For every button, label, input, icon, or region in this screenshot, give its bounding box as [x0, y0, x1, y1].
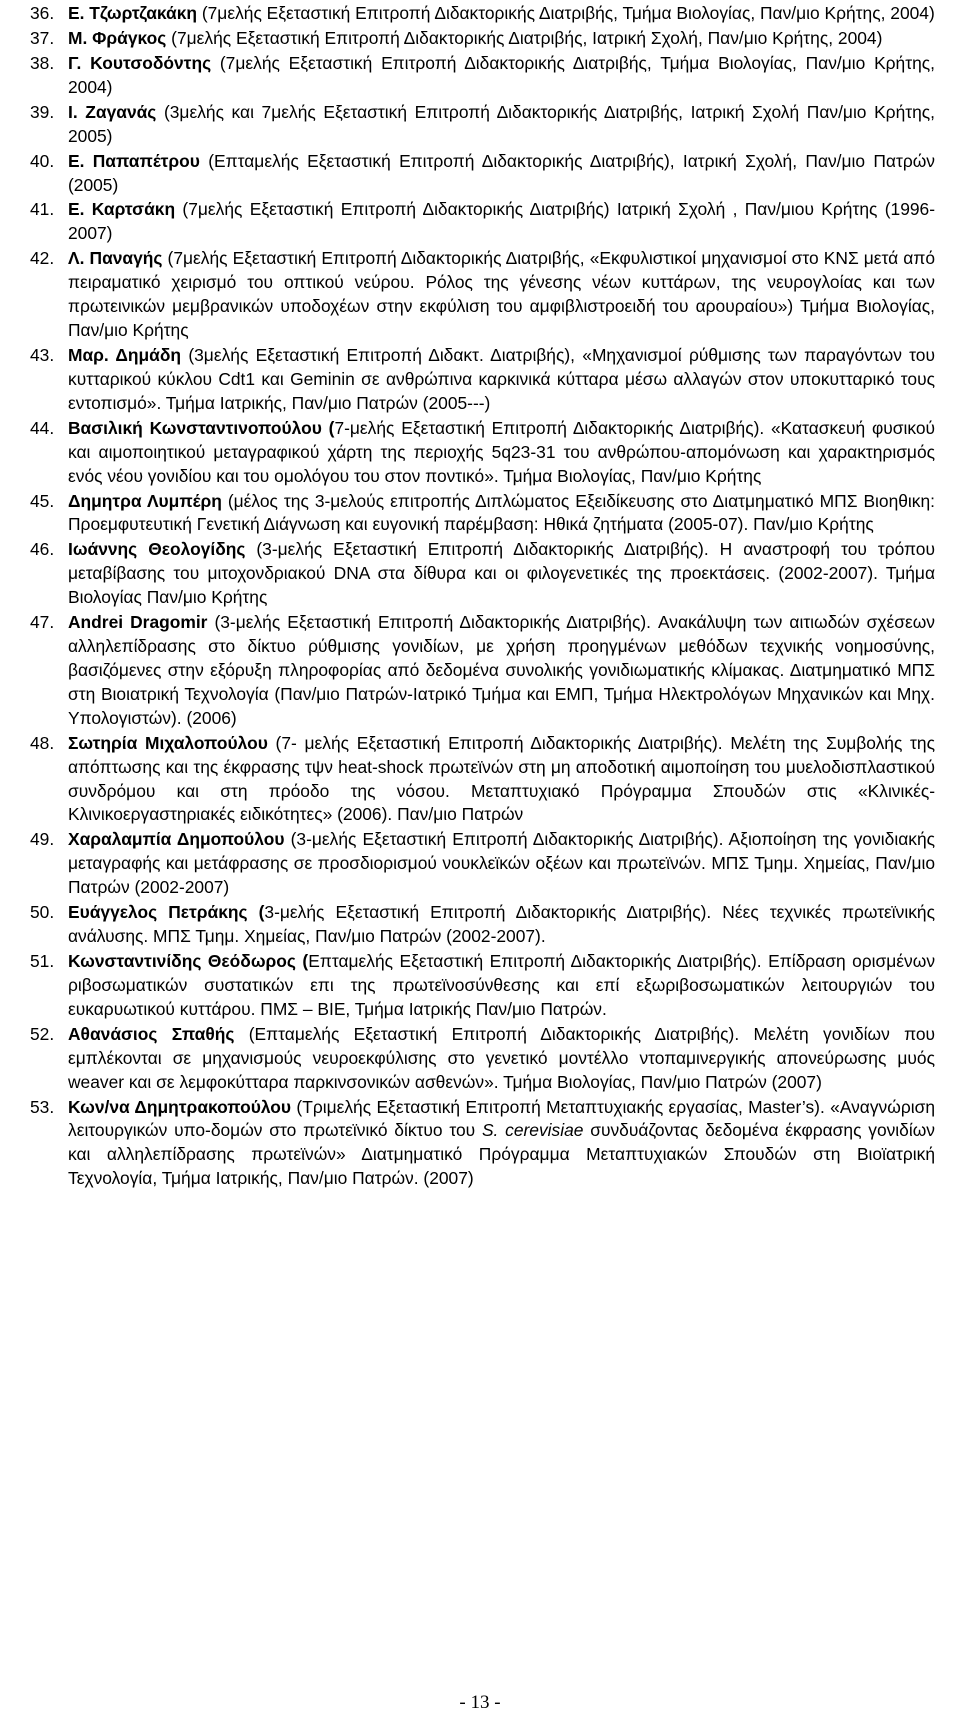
item-number: 38.	[30, 52, 55, 73]
item-text	[68, 27, 935, 51]
item-number: 52.	[30, 1023, 55, 1044]
item-text	[68, 1023, 935, 1095]
person-name: Δημητρα Λυμπέρη	[68, 490, 222, 511]
item-text	[68, 2, 935, 26]
item-text	[68, 1096, 935, 1192]
person-name: Ε. Τζωρτζακάκη	[68, 3, 198, 23]
committee-list	[30, 2, 935, 1192]
item-description: Επταμελής Εξεταστική Επιτροπή Διδακτορικής Διατριβής). Επίδραση ορισμένων ριβοσωματικών συστατικών επι της πρωτεϊνοσύνθεσης και επί εξωριβοσωματικών λειτουργιών του ευκαρυωτικού κυττάρου. ΠΜΣ – ΒΙΕ, Τμήμα Ιατρικής Παν/μιο Πατρών.	[68, 951, 936, 1019]
item-text	[68, 150, 935, 198]
list-item	[30, 1096, 935, 1192]
item-number: 36.	[30, 3, 55, 23]
person-name: Μ. Φράγκος	[68, 27, 167, 48]
item-text	[68, 611, 935, 731]
person-name: Χαραλαμπία Δημοπούλου	[68, 829, 285, 850]
item-number: 44.	[30, 417, 55, 438]
person-name: Σωτηρία Μιχαλοπούλου	[68, 732, 268, 753]
item-number: 47.	[30, 612, 55, 633]
item-text	[68, 732, 935, 828]
list-item	[30, 198, 935, 246]
person-name: Λ. Παναγής	[68, 248, 163, 269]
person-name: Ιωάννης Θεολογίδης	[68, 539, 246, 560]
item-description: (7μελής Εξεταστική Επιτροπή Διδακτορικής Διατριβής) Ιατρική Σχολή , Παν/μιου Κρήτης (1996-2007)	[68, 199, 935, 244]
item-description: 7-μελής Εξεταστική Επιτροπή Διδακτορικής Διατριβής). «Κατασκευή φυσικού και αιμοποιητικού μεταγραφικού χάρτη της περιοχής 5q23-31 του ανθρώπου-απομόνωση και χαρακτηρισμός ενός νέου γονιδίου και του ομολόγου του στον ποντικό». Τμήμα Βιολογίας, Παν/μιο Κρήτης	[68, 417, 936, 486]
item-description: (7μελής Εξεταστική Επιτροπή Διδακτορικής Διατριβής, Τμήμα Βιολογίας, Παν/μιο Κρήτης, 2004)	[197, 3, 935, 23]
item-description: 3-μελής Εξεταστική Επιτροπή Διδακτορικής Διατριβής). Νέες τεχνικές πρωτεϊνικής ανάλυσης. ΜΠΣ Τμημ. Χημείας, Παν/μιο Πατρών (2002-2007).	[68, 902, 935, 947]
person-name: Γ. Κουτσοδόντης	[68, 52, 212, 73]
list-item	[30, 611, 935, 731]
species-name: S. cerevisiae	[481, 1120, 584, 1141]
person-name: Andrei Dragomir	[68, 612, 208, 633]
person-name: Δημάδη	[115, 345, 182, 366]
list-item	[30, 247, 935, 343]
item-text	[68, 101, 935, 149]
list-item	[30, 101, 935, 149]
item-description: (7- μελής Εξεταστική Επιτροπή Διδακτορικής Διατριβής). Μελέτη της Συμβολής της απόπτωσης και της έκφρασης τψν heat-shock πρωτεϊνών στη μη αποδοτική αιμοποίηση του μυελοδισπλαστικού συνδρόμου και στη πρόοδο της νόσου. Μεταπτυχιακό Πρόγραμμα Σπουδών στις «Κλινικές-Κλινικοεργαστηριακές ειδικότητες» (2006). Παν/μιο Πατρών	[68, 732, 935, 825]
person-name: Ε. Παπαπέτρου	[68, 150, 200, 171]
list-item	[30, 901, 935, 949]
item-description: (3-μελής Εξεταστική Επιτροπή Διδακτορικής Διατριβής). Αξιοποίηση της γονιδιακής μεταγραφής και μετάφρασης σε προσδιορισμού νουκλεϊκών οξέων και πρωτεϊνών. ΜΠΣ Τμημ. Χημείας, Παν/μιο Πατρών (2002-2007)	[68, 829, 935, 898]
item-text	[68, 901, 935, 949]
item-description-continued: συνδυάζοντας δεδομένα έκφρασης γονιδίων και αλληλεπίδρασης πρωτεϊνών» Διατμηματικό Πρόγραμμα Μεταπτυχιακών Σπουδών στη Βιοϊατρική Τεχνολογία, Τμήμα Ιατρικής, Παν/μιο Πατρών. (2007)	[68, 1120, 935, 1189]
list-item	[30, 344, 935, 416]
item-number: 45.	[30, 490, 55, 511]
item-description: (3-μελής Εξεταστική Επιτροπή Διδακτορικής Διατριβής). Ανακάλυψη των αιτιωδών σχέσεων αλληλεπίδρασης στο δίκτυο ρύθμισης γονιδίων, με χρήση προηγμένων μεθόδων τεχνικής νοημοσύνης, βασιζόμενες στην εξόρυξη πληροφορίας από δεδομένα συνολικής γονιδιωματικής κλίμακας. Διατμηματικό ΜΠΣ στη Βιοιατρική Τεχνολογία (Παν/μιο Πατρών-Ιατρικό Τμήμα και ΕΜΠ, Τμήμα Ηλεκτρολόγων Μηχανικών και Μηχ. Υπολογιστών). (2006)	[68, 612, 935, 728]
item-number: 41.	[30, 199, 55, 220]
item-description: (Τριμελής Εξεταστική Επιτροπή Μεταπτυχιακής εργασίας, Master’s). «Αναγνώριση λειτουργικών υπο-δομών στο πρωτεϊνικό δίκτυο του	[68, 1096, 935, 1141]
list-item	[30, 150, 935, 198]
item-description: (7μελής Εξεταστική Επιτροπή Διδακτορικής Διατριβής, Τμήμα Βιολογίας, Παν/μιο Κρήτης, 2004)	[68, 52, 935, 97]
list-item	[30, 950, 935, 1022]
item-description: (3μελής Εξεταστική Επιτροπή Διδακτ. Διατριβής), «Μηχανισμοί ρύθμισης των παραγόντων του κυτταρικού κύκλου Cdt1 και Geminin σε ανθρώπινα καρκινικά κύτταρα μέσω αλλαγών στον υποκυτταρικό τους εντοπισμό». Τμήμα Ιατρικής, Παν/μιο Πατρών (2005---)	[68, 345, 935, 413]
item-text	[68, 490, 935, 538]
item-text	[68, 52, 935, 100]
item-description: (Επταμελής Εξεταστική Επιτροπή Διδακτορικής Διατριβής), Ιατρική Σχολή, Παν/μιο Πατρών (2005)	[68, 150, 935, 195]
person-name: Ε. Καρτσάκη	[68, 199, 176, 220]
list-item	[30, 27, 935, 51]
item-description: (3-μελής Εξεταστική Επιτροπή Διδακτορικής Διατριβής). Η αναστροφή του τρόπου μεταβίβασης του μιτοχονδριακού DNA στα δίθυρα και οι φιλογενετικές της προεκτάσεις. (2002-2007). Τμήμα Βιολογίας Παν/μιο Κρήτης	[68, 539, 935, 608]
person-name: Ι. Ζαγανάς	[68, 101, 157, 122]
item-text	[68, 828, 935, 900]
person-name: Ευάγγελος Πετράκης (	[68, 902, 265, 923]
item-number: 50.	[30, 902, 55, 923]
item-text	[68, 417, 935, 489]
item-text	[68, 538, 935, 610]
person-name: Αθανάσιος Σπαθής	[68, 1023, 235, 1044]
item-text	[68, 950, 935, 1022]
item-number: 42.	[30, 248, 55, 269]
person-name: Βασιλική Κωνσταντινοπούλου (	[68, 417, 335, 438]
person-name: Κων/να Δημητρακοπούλου	[68, 1096, 292, 1117]
page-number: - 13 -	[459, 1692, 501, 1713]
item-description: (7μελής Εξεταστική Επιτροπή Διδακτορικής Διατριβής, «Εκφυλιστικοί μηχανισμοί στο ΚΝΣ μετά από πειραματικό χειρισμό του οπτικού νεύρου. Ρόλος της γένεσης νέων κυττάρων, της νευρογλοίας και των πρωτεινικών μεμβρανικών υποδοχέων στην εκφύλιση του αμφιβλιστροειδή του αρουραίου») Τμήμα Βιολογίας, Παν/μιο Κρήτης	[68, 248, 936, 341]
list-item	[30, 732, 935, 828]
item-number: 46.	[30, 539, 55, 560]
item-description: (μέλος της 3-μελούς επιτροπής Διπλώματος Εξειδίκευσης στο Διατμηματικό ΜΠΣ Βιοηθικη: Προεμφυτευτική Γενετική Διάγνωση και ευγονική παρέμβαση: Ηθικά ζητήματα (2005-07). Παν/μιο Κρήτης	[68, 490, 935, 535]
item-text	[68, 344, 935, 416]
list-item	[30, 417, 935, 489]
item-number: 53.	[30, 1096, 55, 1117]
item-description: (7μελής Εξεταστική Επιτροπή Διδακτορικής Διατριβής, Ιατρική Σχολή, Παν/μιο Κρήτης, 2004)	[166, 27, 883, 48]
item-text	[68, 198, 935, 246]
item-number: 49.	[30, 829, 55, 850]
list-item	[30, 2, 935, 26]
person-name: Κωνσταντινίδης Θεόδωρος (	[68, 951, 309, 972]
item-description: (3μελής και 7μελής Εξεταστική Επιτροπή Διδακτορικής Διατριβής, Ιατρική Σχολή Παν/μιο Κρήτης, 2005)	[68, 101, 935, 146]
item-number: 39.	[30, 101, 55, 122]
list-item	[30, 490, 935, 538]
item-number: 37.	[30, 27, 55, 48]
name-prefix: Μαρ.	[68, 345, 116, 366]
list-item	[30, 828, 935, 900]
list-item	[30, 538, 935, 610]
list-item	[30, 1023, 935, 1095]
item-number: 51.	[30, 951, 55, 972]
item-number: 43.	[30, 345, 55, 366]
item-number: 48.	[30, 732, 55, 753]
item-description: (Επταμελής Εξεταστική Επιτροπή Διδακτορικής Διατριβής). Μελέτη γονιδίων που εμπλέκονται σε μηχανισμούς νευροεκφύλισης στο γενετικό μοντέλλο ντοπαμινεργικής απονεύρωσης μυός weaver και σε λεμφοκύτταρα παρκινσονικών ασθενών». Τμήμα Βιολογίας, Παν/μιο Πατρών (2007)	[68, 1023, 936, 1092]
list-item	[30, 52, 935, 100]
item-number: 40.	[30, 150, 55, 171]
item-text	[68, 247, 935, 343]
